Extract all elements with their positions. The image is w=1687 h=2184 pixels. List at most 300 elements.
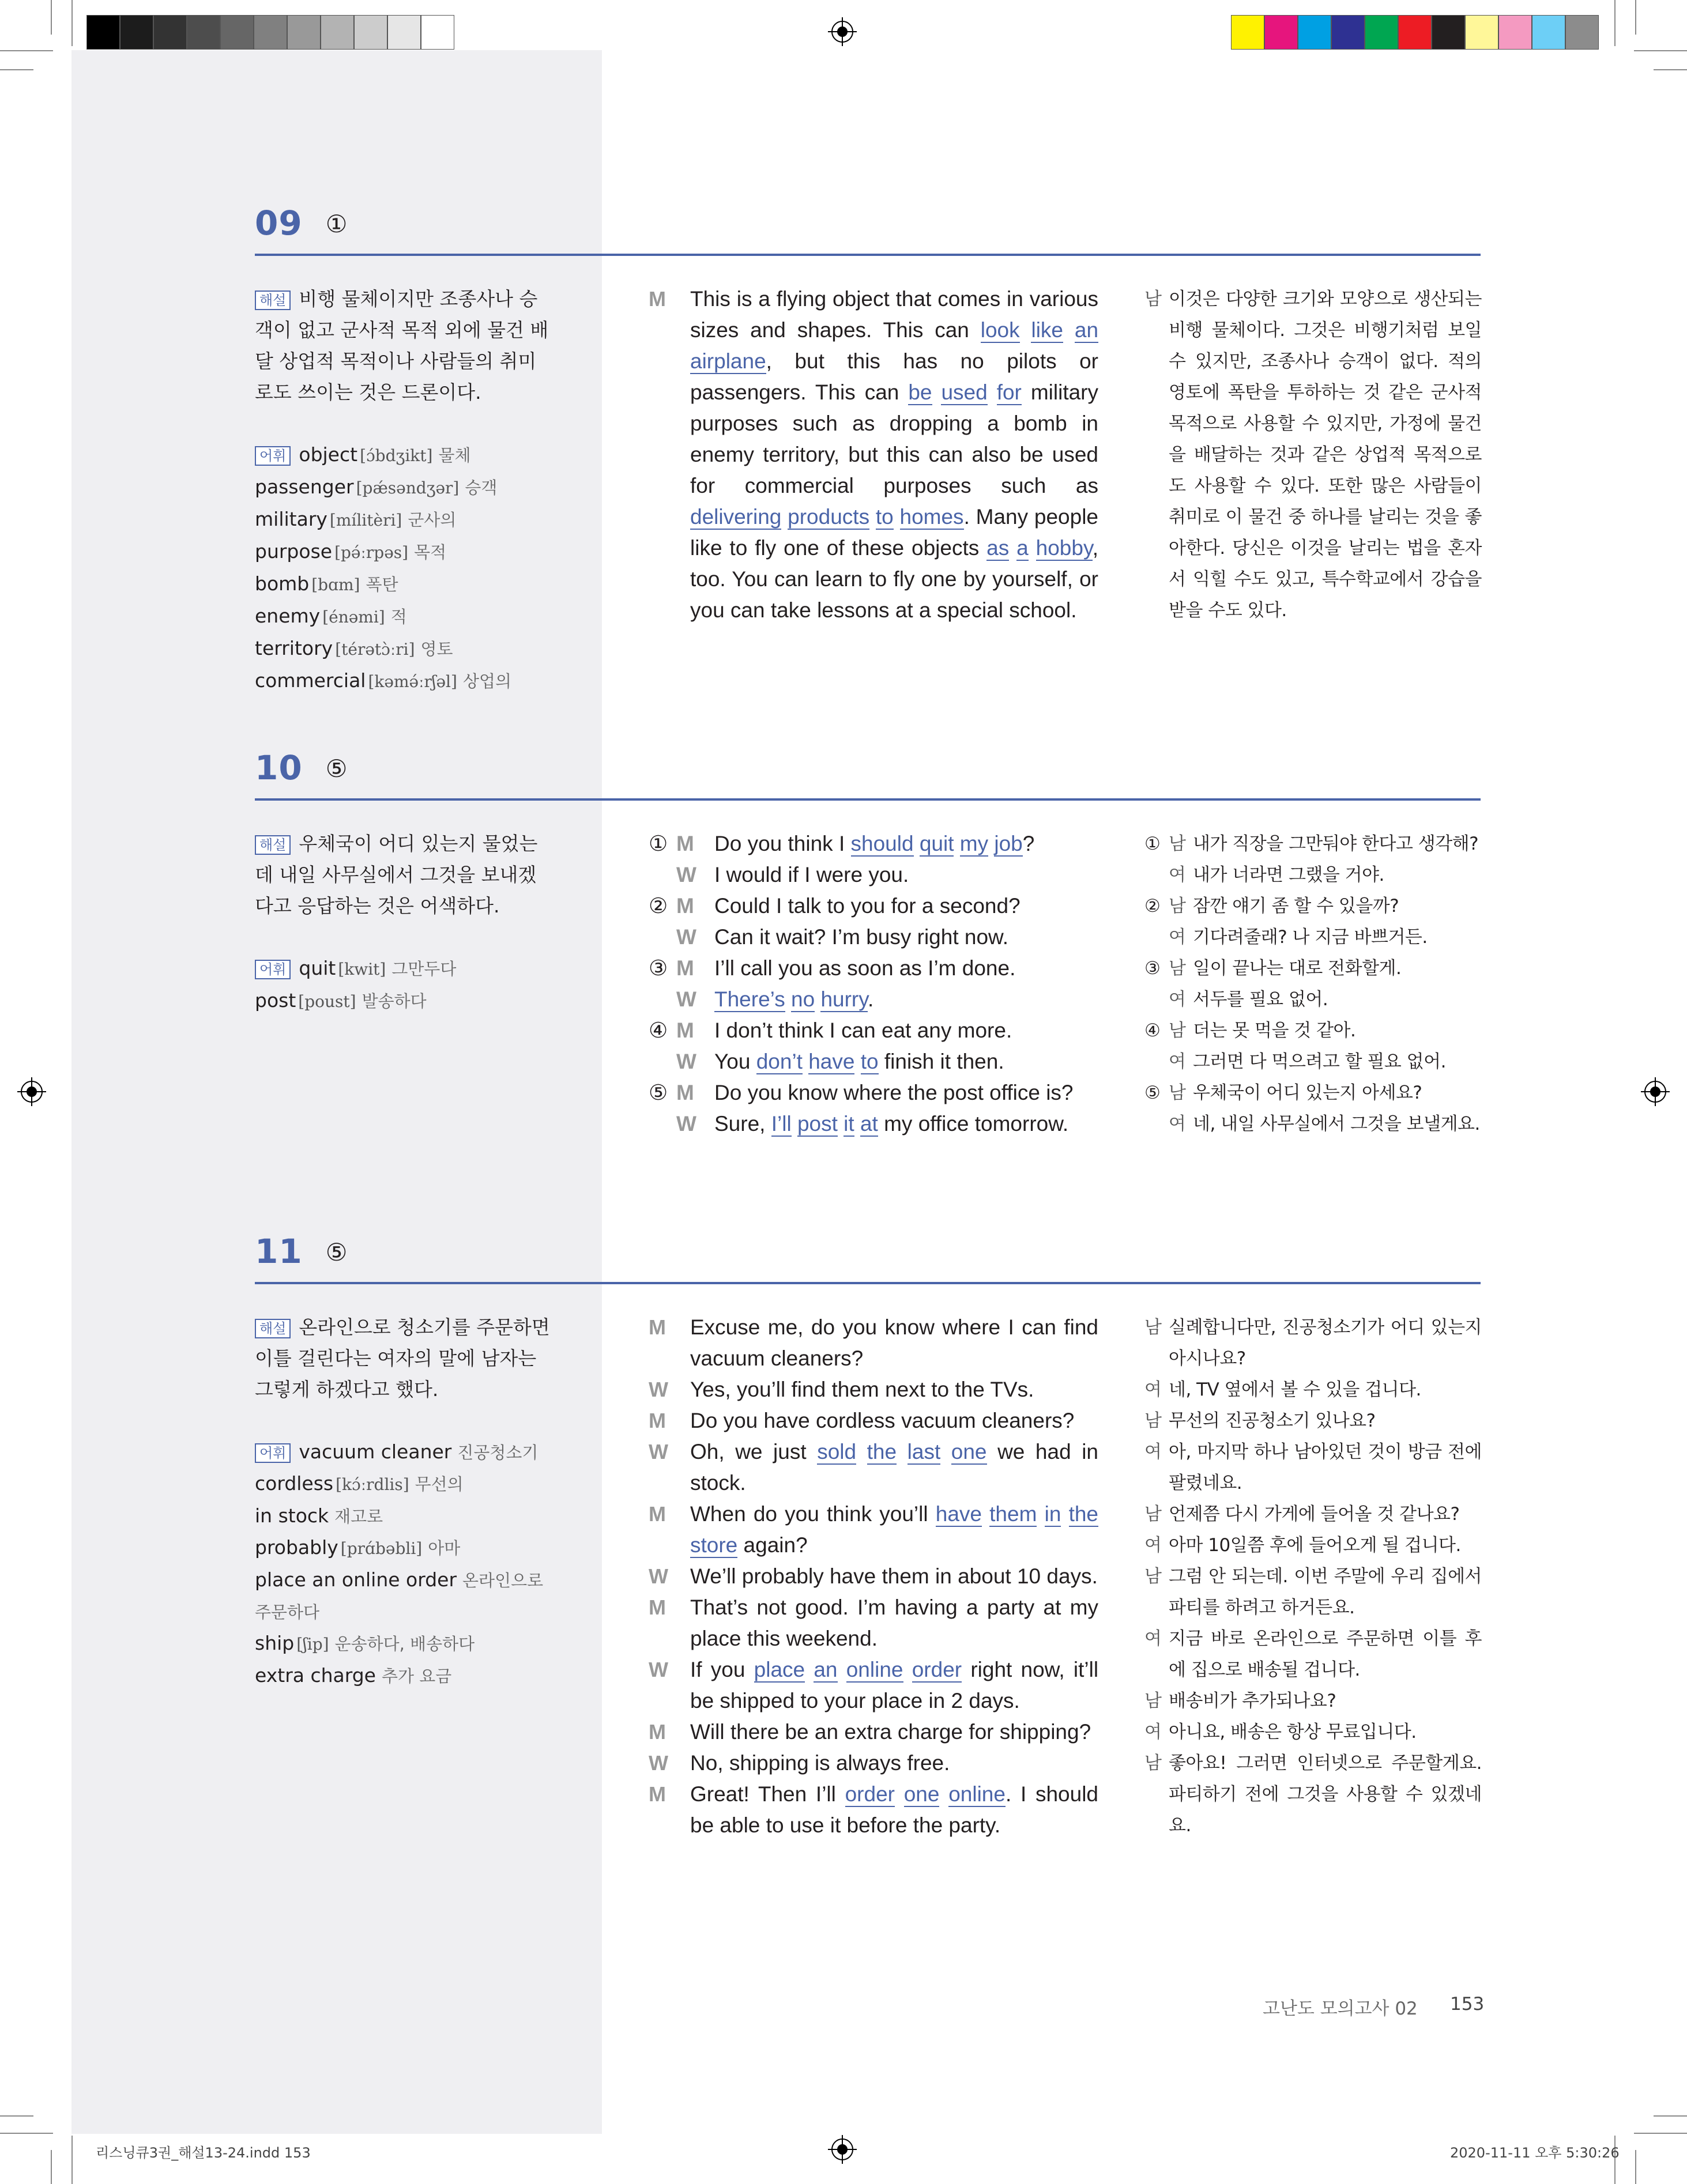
option-number: ① — [1144, 833, 1161, 854]
translation-text: 배송비가 추가되나요? — [1169, 1691, 1336, 1711]
script-line — [649, 1748, 1098, 1779]
translation-text: 내가 직장을 그만둬야 한다고 생각해? — [1193, 833, 1479, 854]
script-fragment: again? — [737, 1533, 808, 1557]
script-fragment — [1061, 1502, 1068, 1526]
vocabulary-list — [255, 1436, 555, 1692]
blank-answer: online — [948, 1782, 1006, 1806]
vocab-word: passenger — [255, 476, 354, 498]
script-text — [690, 284, 1098, 626]
color-swatch — [387, 15, 421, 50]
speaker-label: W — [649, 1751, 668, 1775]
registration-mark-icon — [17, 1077, 46, 1106]
vocab-item — [255, 1436, 555, 1468]
blank-answer: online — [846, 1658, 903, 1681]
translation-text: 좋아요! 그러면 인터넷으로 주문할게요. 파티하기 전에 그것을 사용할 수 있겠네요. — [1169, 1753, 1482, 1836]
script-fragment — [982, 1502, 989, 1526]
script-fragment: Oh, we just — [690, 1440, 818, 1463]
translation-text: 지금 바로 온라인으로 주문하면 이틀 후에 집으로 배송될 겁니다. — [1169, 1628, 1482, 1680]
blank-answer: place — [754, 1658, 805, 1681]
vocab-meaning: 추가 요금 — [382, 1666, 452, 1686]
color-swatch — [1264, 15, 1298, 50]
script-line — [649, 1592, 1098, 1654]
speaker-label: W — [676, 1112, 696, 1136]
blank-answer: airplane — [690, 349, 766, 373]
vocab-meaning: 물체 — [438, 446, 471, 465]
script-fragment — [988, 380, 997, 404]
section-10-heading — [255, 748, 348, 787]
section-11-heading — [255, 1232, 348, 1271]
vocab-meaning: 진공청소기 — [457, 1443, 539, 1462]
blank-answer: homes — [899, 505, 964, 529]
script-text — [714, 1108, 1110, 1140]
translation-text: 아니요, 배송은 항상 무료입니다. — [1169, 1722, 1417, 1742]
blank-answer: order — [912, 1658, 962, 1681]
script-fragment — [914, 832, 920, 855]
color-swatch — [421, 15, 454, 50]
option-line — [649, 922, 1110, 953]
option-number: ① — [649, 832, 668, 855]
explanation-text: 비행 물체이지만 조종사나 승객이 없고 군사적 목적 외에 물건 배달 상업적 목적이나 사람들의 취미로도 쓰이는 것은 드론이다. — [255, 288, 549, 403]
crop-mark — [1654, 2115, 1687, 2117]
script-text — [690, 1436, 1098, 1499]
script-line — [649, 1654, 1098, 1717]
section-11-explanation — [255, 1312, 555, 1692]
crop-mark — [0, 2115, 33, 2117]
translation-text: 우체국이 어디 있는지 아세요? — [1193, 1082, 1422, 1103]
translation-line — [1144, 1530, 1482, 1561]
speaker-label: 여 — [1144, 1628, 1162, 1649]
vocab-pronunciation: [ʃip] — [296, 1635, 329, 1654]
option-number: ⑤ — [649, 1081, 668, 1104]
script-text — [714, 1077, 1110, 1108]
blank-answer: be — [908, 380, 932, 404]
vocab-word: ship — [255, 1632, 295, 1654]
translation-line — [1144, 891, 1490, 922]
option-line — [649, 1108, 1110, 1140]
crop-mark — [1635, 2150, 1636, 2184]
explanation-block — [255, 1312, 555, 1405]
blank-answer: There’s — [714, 987, 785, 1011]
script-text — [690, 1717, 1098, 1748]
script-fragment — [838, 1658, 846, 1681]
section-11-script — [649, 1312, 1098, 1841]
color-swatch — [1532, 15, 1565, 50]
script-text — [690, 1748, 1098, 1779]
blank-answer: delivering — [690, 505, 782, 529]
script-fragment: Excuse me, do you know where I can find vacuum cleaners? — [690, 1315, 1098, 1370]
blank-answer: an — [1074, 318, 1099, 342]
blank-answer: the — [1068, 1502, 1099, 1526]
script-fragment: we had in stock. — [690, 1440, 1099, 1495]
vocab-item — [255, 985, 555, 1017]
script-fragment: I’ll call you as soon as I’m done. — [714, 956, 1016, 980]
translation-line — [1144, 284, 1482, 626]
answer-choice: ① — [325, 210, 348, 238]
answer-choice: ⑤ — [325, 1238, 348, 1266]
speaker-label: M — [676, 894, 694, 918]
option-number — [1144, 1046, 1169, 1077]
blank-answer: don’t — [756, 1050, 803, 1073]
blank-answer: look — [980, 318, 1020, 342]
option-number: ② — [1144, 896, 1161, 916]
script-fragment — [903, 1658, 912, 1681]
translation-text: 그러면 다 먹으려고 할 필요 없어. — [1193, 1051, 1446, 1072]
color-swatch — [1231, 15, 1264, 50]
script-text — [714, 984, 1110, 1015]
vocab-item — [255, 439, 555, 471]
speaker-label: 여 — [1169, 1114, 1186, 1134]
option-line — [649, 859, 1110, 891]
crop-mark — [1634, 2133, 1687, 2134]
blank-answer: post — [797, 1112, 838, 1136]
script-fragment — [805, 1658, 814, 1681]
color-swatch — [1498, 15, 1532, 50]
color-swatch — [287, 15, 321, 50]
script-line — [649, 1499, 1098, 1561]
script-text — [690, 1312, 1098, 1374]
script-text — [690, 1405, 1098, 1436]
vocabulary-list — [255, 439, 555, 697]
speaker-label: M — [649, 1502, 666, 1526]
blank-answer: quit — [919, 832, 954, 855]
script-fragment — [988, 832, 994, 855]
section-09-script — [649, 284, 1098, 626]
translation-line — [1144, 1312, 1482, 1374]
speaker-label: M — [649, 287, 666, 311]
blank-answer: no — [791, 987, 815, 1011]
section-11-translation — [1144, 1312, 1482, 1841]
blank-answer: the — [867, 1440, 897, 1463]
option-line — [649, 1015, 1110, 1046]
translation-line — [1144, 1748, 1482, 1841]
speaker-label: 남 — [1144, 1566, 1162, 1587]
option-number: ④ — [649, 1019, 668, 1042]
blank-answer: one — [903, 1782, 940, 1806]
script-text — [714, 1046, 1110, 1077]
translation-line — [1144, 953, 1490, 984]
translation-line — [1144, 984, 1490, 1015]
script-fragment: ? — [1022, 832, 1035, 855]
translation-text: 일이 끝나는 대로 전화할게. — [1193, 958, 1402, 979]
blank-answer: products — [788, 505, 870, 529]
vocab-pronunciation: [prɑ́bəbli] — [340, 1539, 423, 1558]
blank-answer: one — [951, 1440, 987, 1463]
script-fragment: I don’t think I can eat any more. — [714, 1019, 1012, 1042]
blank-answer: have — [935, 1502, 982, 1526]
vocab-pronunciation: [poust] — [298, 992, 356, 1011]
script-text — [690, 1374, 1098, 1405]
option-number: ⑤ — [1144, 1082, 1161, 1103]
color-swatch — [254, 15, 287, 50]
speaker-label: M — [676, 1019, 694, 1042]
translation-line — [1144, 1046, 1490, 1077]
script-fragment: . — [868, 987, 874, 1011]
script-fragment: Do you think I — [714, 832, 851, 855]
page-number: 153 — [1450, 1994, 1485, 2015]
script-text — [690, 1779, 1098, 1841]
translation-line — [1144, 828, 1490, 859]
speaker-label: W — [676, 925, 696, 949]
blank-answer: at — [860, 1112, 878, 1136]
translation-line — [1144, 1077, 1490, 1108]
option-number — [1144, 859, 1169, 891]
vocab-pronunciation: [kɔ́ːrdlis] — [336, 1475, 409, 1494]
script-fragment: Could I talk to you for a second? — [714, 894, 1021, 918]
section-09-translation — [1144, 284, 1482, 626]
vocab-word: probably — [255, 1536, 338, 1559]
script-text — [714, 922, 1110, 953]
blank-answer: last — [907, 1440, 941, 1463]
vocab-meaning: 승객 — [465, 478, 498, 497]
vocab-word: quit — [299, 957, 336, 979]
blank-answer: sold — [817, 1440, 857, 1463]
explanation-text: 우체국이 어디 있는지 물었는데 내일 사무실에서 그것을 보내겠다고 응답하는 것은 어색하다. — [255, 832, 538, 917]
vocab-item — [255, 1660, 555, 1692]
script-fragment — [854, 1050, 860, 1073]
blank-answer: to — [860, 1050, 879, 1073]
blank-answer: them — [989, 1502, 1037, 1526]
script-fragment — [940, 1440, 951, 1463]
vocab-item — [255, 504, 555, 536]
color-swatch — [1432, 15, 1465, 50]
print-slug-date: 2020-11-11 오후 5:30:26 — [1450, 2145, 1620, 2161]
speaker-label: W — [676, 987, 696, 1011]
script-text — [714, 859, 1110, 891]
option-line — [649, 984, 1110, 1015]
script-fragment: Do you know where the post office is? — [714, 1081, 1074, 1104]
script-fragment: I would if I were you. — [714, 863, 909, 887]
vocab-word: commercial — [255, 669, 366, 692]
crop-mark — [71, 2136, 73, 2184]
explanation-tag: 해설 — [255, 291, 291, 310]
translation-line — [1144, 1015, 1490, 1046]
translation-text: 언제쯤 다시 가게에 들어올 것 같나요? — [1169, 1504, 1460, 1525]
crop-mark — [0, 2133, 53, 2134]
speaker-label: 남 — [1169, 833, 1186, 854]
script-fragment — [1020, 318, 1031, 342]
option-line — [649, 1046, 1110, 1077]
vocab-pronunciation: [pə́ːrpəs] — [334, 543, 409, 562]
translation-line — [1144, 1436, 1482, 1499]
blank-answer: it — [843, 1112, 854, 1136]
script-fragment: finish it then. — [878, 1050, 1004, 1073]
blank-answer: for — [996, 380, 1022, 404]
speaker-label: 여 — [1169, 927, 1186, 948]
blank-answer: like — [1031, 318, 1064, 342]
crop-mark — [51, 2150, 52, 2184]
speaker-label: W — [676, 863, 696, 887]
vocab-pronunciation: [kəmə́ːrʃəl] — [368, 672, 457, 691]
script-fragment: , too. You can learn to fly one by yourself, or you can take lessons at a special school. — [690, 536, 1099, 622]
script-fragment — [856, 1440, 867, 1463]
speaker-label: W — [649, 1564, 668, 1588]
translation-line — [1144, 1405, 1482, 1436]
blank-answer: hurry — [820, 987, 868, 1011]
explanation-block — [255, 828, 555, 922]
blank-answer: I’ll — [771, 1112, 792, 1136]
translation-line — [1144, 1623, 1482, 1685]
registration-mark-icon — [828, 2135, 857, 2164]
script-fragment — [932, 380, 942, 404]
script-fragment — [897, 1440, 907, 1463]
speaker-label: 남 — [1144, 1753, 1162, 1774]
vocab-word: vacuum cleaner — [299, 1440, 452, 1463]
translation-line — [1144, 1108, 1490, 1140]
color-swatch — [187, 15, 220, 50]
section-10-explanation — [255, 828, 555, 1017]
vocab-item — [255, 601, 555, 633]
vocab-meaning: 적 — [390, 607, 407, 627]
color-swatch — [86, 15, 120, 50]
color-swatch — [220, 15, 254, 50]
script-fragment — [1009, 536, 1016, 560]
vocab-meaning: 무선의 — [415, 1474, 464, 1494]
color-swatch — [321, 15, 354, 50]
vocab-meaning: 재고로 — [334, 1507, 383, 1526]
color-swatch — [1465, 15, 1498, 50]
script-line — [649, 1374, 1098, 1405]
script-fragment: No, shipping is always free. — [690, 1751, 950, 1775]
question-number: 11 — [255, 1232, 303, 1271]
section-09-explanation — [255, 284, 555, 697]
script-fragment: Will there be an extra charge for shipping? — [690, 1720, 1091, 1744]
script-fragment: Do you have cordless vacuum cleaners? — [690, 1409, 1075, 1432]
blank-answer: job — [994, 832, 1023, 855]
script-text — [714, 1015, 1110, 1046]
vocab-pronunciation: [térətɔ̀ːri] — [335, 640, 415, 659]
vocab-tag: 어휘 — [255, 960, 291, 979]
script-text — [714, 828, 1110, 859]
script-line — [649, 1717, 1098, 1748]
script-fragment: Can it wait? I’m busy right now. — [714, 925, 1008, 949]
vocab-pronunciation: [ɔ́bdʒikt] — [360, 446, 433, 465]
print-slug-file: 리스닝큐3권_해설13-24.indd 153 — [96, 2145, 311, 2161]
vocab-word: territory — [255, 637, 333, 659]
color-swatch — [1365, 15, 1398, 50]
script-text — [714, 953, 1110, 984]
vocab-meaning: 온라인으로 주문하다 — [255, 1571, 544, 1622]
script-fragment — [838, 1112, 843, 1136]
script-fragment — [894, 505, 900, 529]
script-line — [649, 1779, 1098, 1841]
section-divider — [255, 1282, 1481, 1284]
crop-mark — [1635, 0, 1636, 35]
script-line — [649, 1561, 1098, 1592]
process-color-bar — [1231, 15, 1599, 50]
translation-text: 내가 너라면 그랬을 거야. — [1193, 865, 1384, 885]
translation-line — [1144, 1499, 1482, 1530]
speaker-label: 남 — [1144, 1317, 1162, 1338]
vocab-tag: 어휘 — [255, 1443, 291, 1463]
vocab-meaning: 폭탄 — [366, 575, 398, 594]
translation-text: 실례합니다만, 진공청소기가 어디 있는지 아시나요? — [1169, 1317, 1482, 1369]
blank-answer: have — [808, 1050, 855, 1073]
script-fragment: You — [714, 1050, 756, 1073]
translation-text: 더는 못 먹을 것 같아. — [1193, 1020, 1356, 1041]
speaker-label: 여 — [1169, 989, 1186, 1010]
vocab-item — [255, 568, 555, 601]
translation-text: 이것은 다양한 크기와 모양으로 생산되는 비행 물체이다. 그것은 비행기처럼 보일 수 있지만, 조종사나 승객이 없다. 적의 영토에 폭탄을 투하하는 것 같은 군사적 목적으로 사용할 수 있지만, 가정에 물건을 배달하는 것과 같은 상업적 목적으로도 사용할 수 있다. 또한 많은 사람들이 취미로 이 물건 중 하나를 날리는 것을 좋아한다. 당신은 이것을 날리는 법을 혼자서 익힐 수도 있고, 특수학교에서 강습을 받을 수도 있다. — [1169, 289, 1482, 621]
color-swatch — [1398, 15, 1432, 50]
option-number: ③ — [649, 956, 668, 980]
translation-line — [1144, 859, 1490, 891]
speaker-label: 여 — [1144, 1442, 1162, 1462]
speaker-label: 여 — [1169, 865, 1186, 885]
color-swatch — [354, 15, 387, 50]
script-fragment — [939, 1782, 948, 1806]
vocab-item — [255, 1532, 555, 1564]
vocab-word: post — [255, 989, 296, 1012]
option-line — [649, 891, 1110, 922]
script-text — [714, 891, 1110, 922]
vocab-pronunciation: [énəmi] — [322, 608, 385, 627]
speaker-label: M — [649, 1315, 666, 1339]
translation-text: 아, 마지막 하나 남아있던 것이 방금 전에 팔렸네요. — [1169, 1442, 1482, 1493]
vocab-word: bomb — [255, 572, 310, 595]
option-number — [649, 1046, 676, 1077]
blank-answer: store — [690, 1533, 738, 1557]
blank-answer: to — [875, 505, 894, 529]
blank-answer: in — [1044, 1502, 1061, 1526]
vocab-meaning: 목적 — [414, 542, 447, 562]
script-fragment: . Many people like to fly one of these objects — [690, 505, 1098, 560]
vocab-meaning: 군사의 — [408, 510, 457, 530]
crop-mark — [1634, 50, 1687, 51]
translation-text: 네, TV 옆에서 볼 수 있을 겁니다. — [1169, 1379, 1421, 1400]
section-09-heading — [255, 203, 348, 243]
speaker-label: M — [676, 956, 694, 980]
speaker-label: 남 — [1144, 1410, 1162, 1431]
color-swatch — [1298, 15, 1331, 50]
registration-mark-icon — [1641, 1077, 1670, 1106]
script-fragment: right now, it’ll be shipped to your place in 2 days. — [690, 1658, 1099, 1713]
answer-choice: ⑤ — [325, 755, 348, 783]
crop-mark — [0, 69, 33, 70]
color-swatch — [153, 15, 187, 50]
speaker-label: 남 — [1169, 1082, 1186, 1103]
script-fragment: If you — [690, 1658, 754, 1681]
speaker-label: 남 — [1144, 1691, 1162, 1711]
vocab-item — [255, 536, 555, 568]
script-fragment — [785, 987, 791, 1011]
speaker-label: 여 — [1144, 1722, 1162, 1742]
script-fragment: That’s not good. I’m having a party at my place this weekend. — [690, 1595, 1098, 1650]
script-fragment — [1037, 1502, 1044, 1526]
vocab-word: enemy — [255, 605, 321, 627]
vocab-item — [255, 633, 555, 665]
question-number: 10 — [255, 748, 303, 787]
script-line — [649, 1436, 1098, 1499]
speaker-label: 남 — [1169, 896, 1186, 916]
grayscale-color-bar — [86, 15, 454, 50]
script-fragment: Great! Then I’ll — [690, 1782, 845, 1806]
option-number — [649, 859, 676, 891]
script-fragment — [815, 987, 820, 1011]
vocab-meaning: 아마 — [428, 1538, 461, 1558]
script-text — [690, 1654, 1098, 1717]
vocab-meaning: 상업의 — [462, 672, 511, 691]
script-line — [649, 1312, 1098, 1374]
script-fragment — [954, 832, 959, 855]
vocab-item — [255, 1564, 555, 1628]
vocab-item — [255, 1468, 555, 1500]
script-fragment: Sure, — [714, 1112, 771, 1136]
script-fragment: This is a flying object that comes in various sizes and shapes. This can — [690, 287, 1098, 342]
script-fragment — [803, 1050, 808, 1073]
option-line — [649, 828, 1110, 859]
script-text — [690, 1561, 1098, 1592]
color-swatch — [1565, 15, 1599, 50]
